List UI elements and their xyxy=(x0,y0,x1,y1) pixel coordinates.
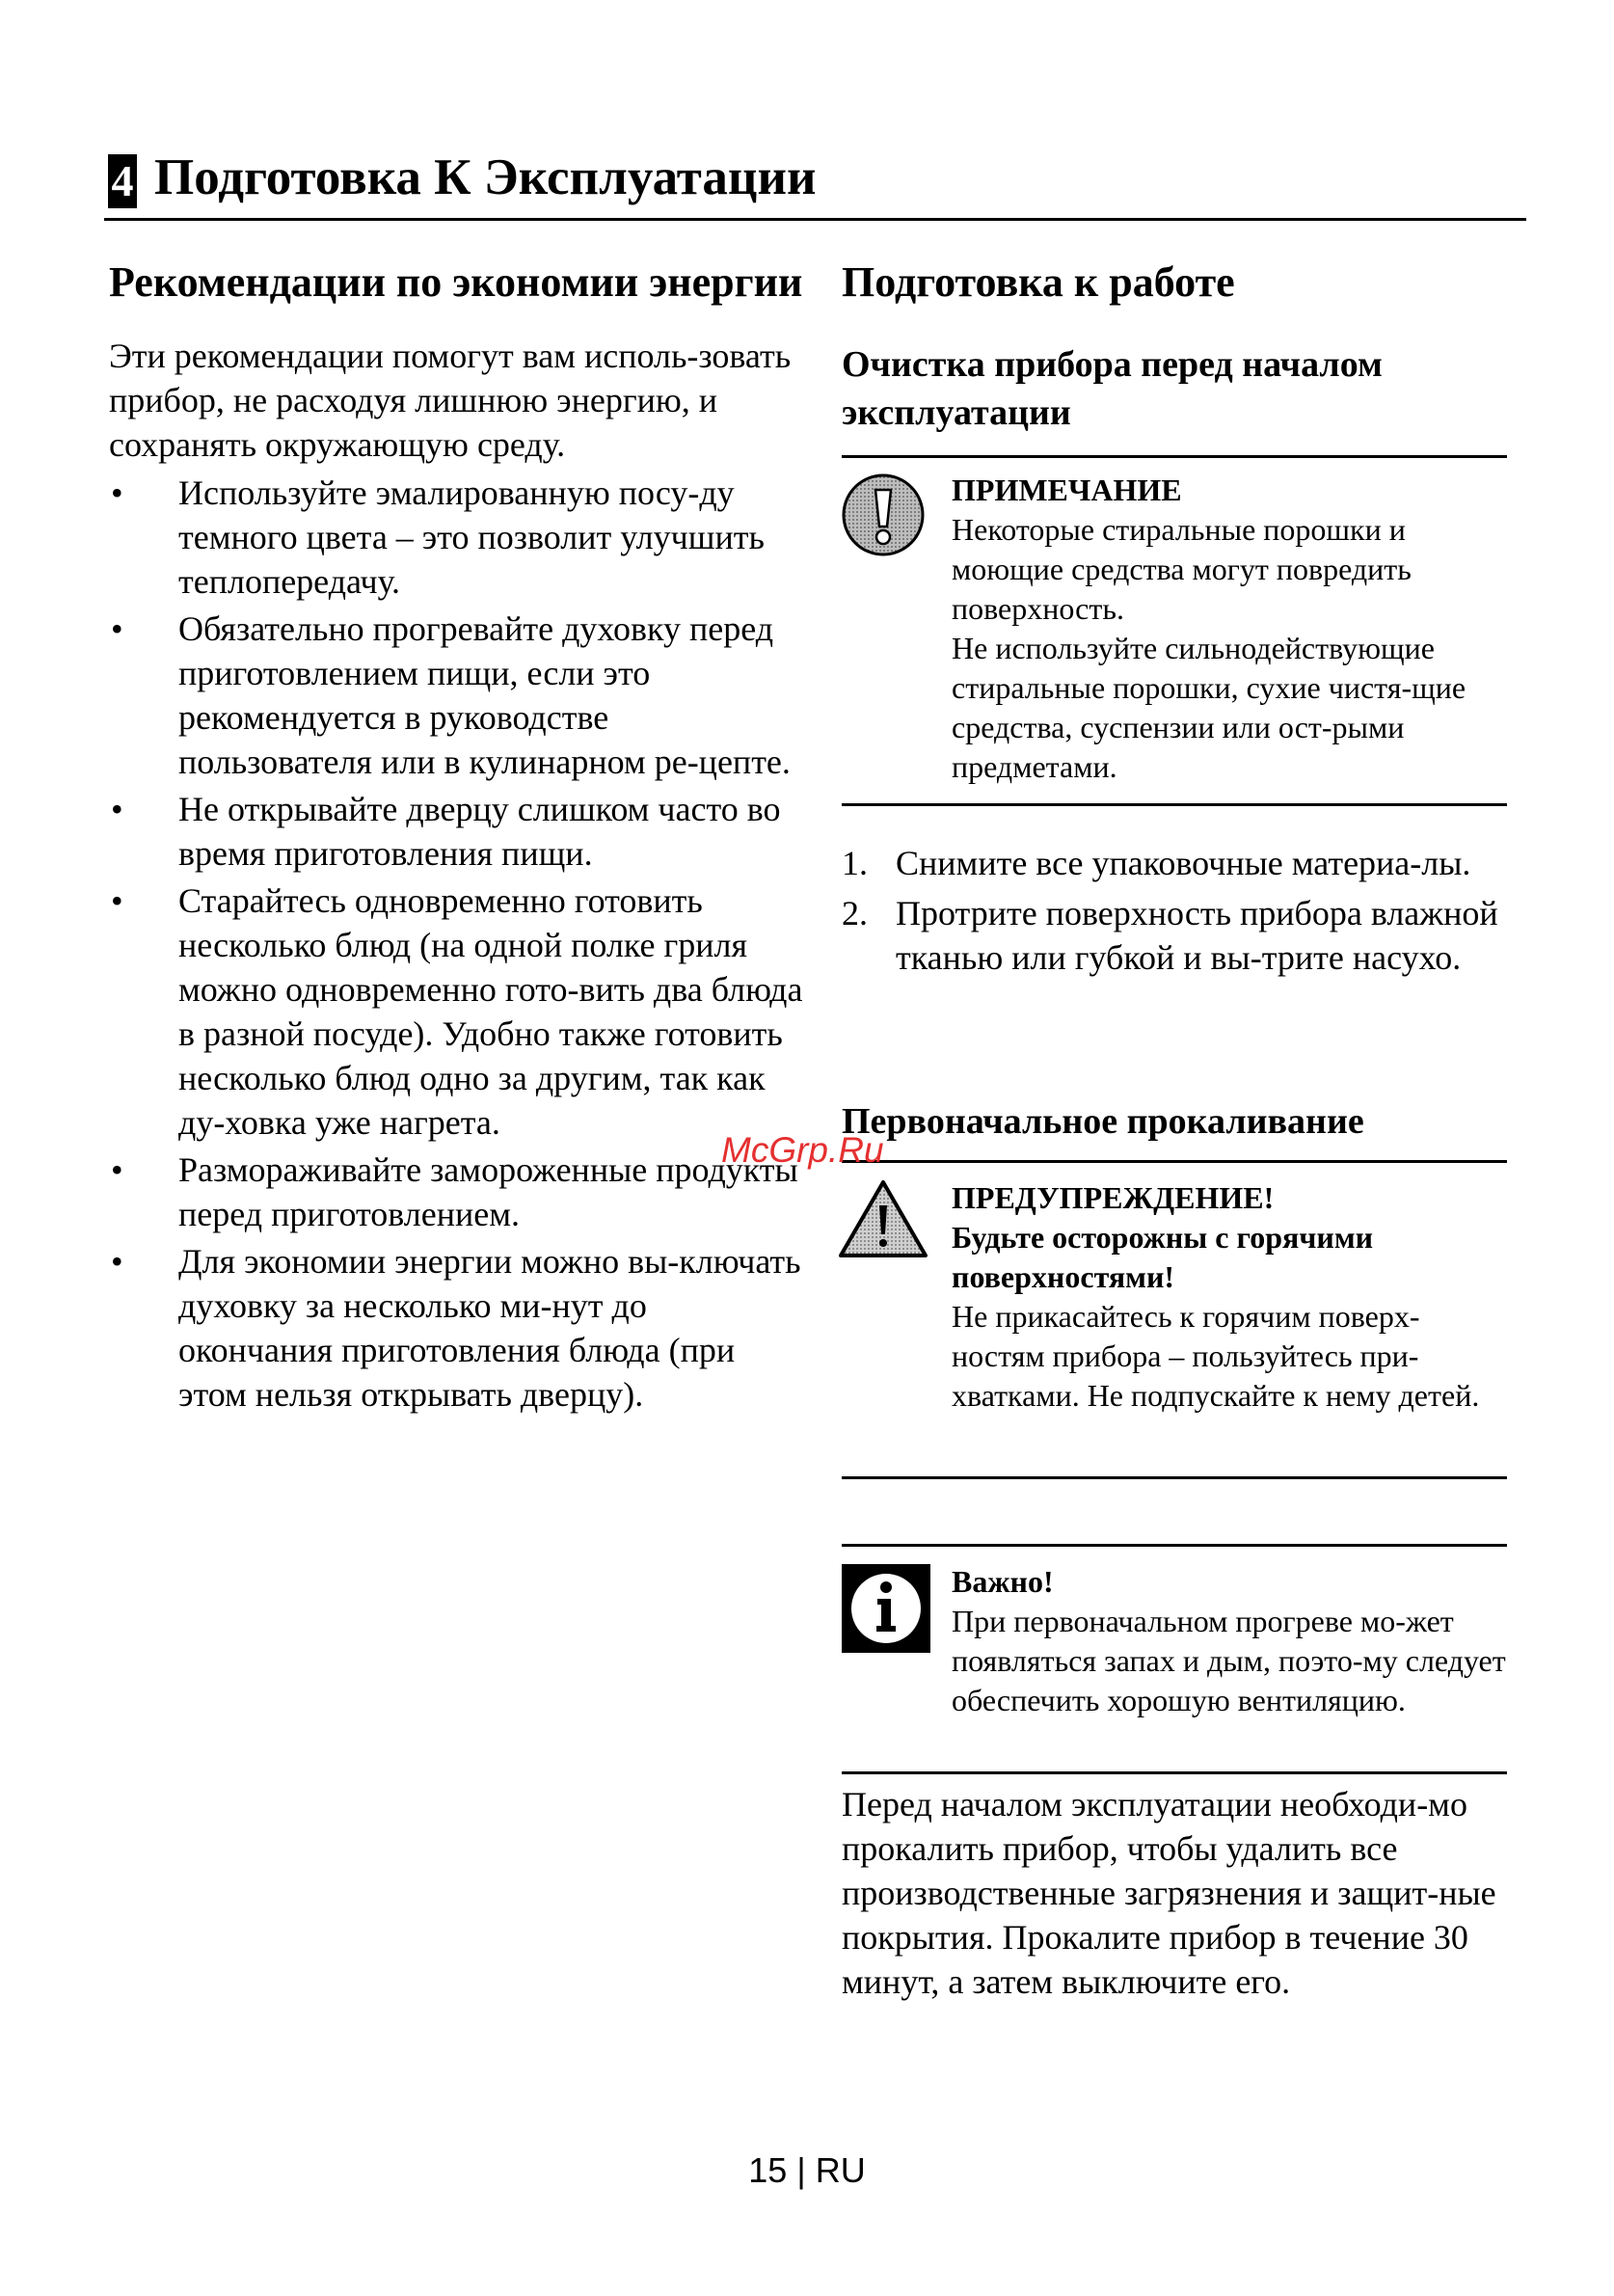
step-text: Протрите поверхность прибора влажной тканью или губкой и вы-трите насухо. xyxy=(896,894,1498,977)
watermark: McGrp.Ru xyxy=(721,1130,884,1170)
bullet-dot: • xyxy=(111,1242,123,1281)
warning-text-block xyxy=(952,1178,1511,1416)
energy-saving-section xyxy=(109,256,803,1419)
energy-saving-intro: Эти рекомендации помогут вам исполь-зовать прибор, не расходуя лишнюю энергию, и сохранять окружающую среду. xyxy=(109,337,792,464)
note-top-rule xyxy=(842,455,1507,458)
note-text-2: Не используйте сильнодействующие стиральные порошки, сухие чистя-щие средства, суспензии или ост-рыми предметами. xyxy=(952,631,1466,784)
important-top-rule xyxy=(842,1544,1507,1547)
warning-text: Не прикасайтесь к горячим поверх-ностям прибора – пользуйтесь при-хватками. Не подпускайте к нему детей. xyxy=(952,1299,1480,1413)
burn-in-paragraph: Перед началом эксплуатации необходи-мо прокалить прибор, чтобы удалить все производственные загрязнения и защит-ные покрытия. Прокалите прибор в течение 30 минут, а затем выключите его. xyxy=(842,1785,1496,2001)
list-item xyxy=(109,607,803,784)
note-bottom-rule xyxy=(842,803,1507,806)
bullet-dot: • xyxy=(111,473,123,512)
burn-in-heading: Первоначальное прокаливание xyxy=(842,1101,1364,1142)
list-item xyxy=(842,891,1507,980)
list-item-text: Для экономии энергии можно вы-ключать духовку за несколько ми-нут до окончания приготовления блюда (при этом нельзя открывать дверцу). xyxy=(178,1242,801,1414)
list-item xyxy=(109,1148,803,1236)
list-item xyxy=(109,787,803,876)
important-bottom-rule xyxy=(842,1771,1507,1774)
note-text-block xyxy=(952,471,1511,787)
energy-tips-list xyxy=(109,471,803,1417)
list-item xyxy=(109,878,803,1145)
chapter-header xyxy=(104,145,1526,221)
list-item-text: Не открывайте дверцу слишком часто во время приготовления пищи. xyxy=(178,790,781,873)
important-text-block xyxy=(952,1562,1511,1720)
important-text: При первоначальном прогреве мо-жет появляться запах и дым, поэто-му следует обеспечить хорошую вентиляцию. xyxy=(952,1604,1506,1717)
warning-subtitle: Будьте осторожны с горячими поверхностями! xyxy=(952,1220,1374,1294)
exclamation-icon xyxy=(841,473,926,562)
warning-title: ПРЕДУПРЕЖДЕНИЕ! xyxy=(952,1180,1275,1215)
warning-triangle-icon xyxy=(837,1178,929,1264)
preparation-heading: Подготовка к работе xyxy=(842,258,1235,306)
bullet-dot: • xyxy=(111,609,123,648)
bullet-dot: • xyxy=(111,790,123,828)
language-code: RU xyxy=(815,2150,866,2190)
list-item-text: Старайтесь одновременно готовить несколько блюд (на одной полке гриля можно одновременно гото-вить два блюда в разной посуде). Удобно также готовить несколько блюд одно за другим, так как ду-ховка уже нагрета. xyxy=(178,881,803,1142)
list-item-text: Размораживайте замороженные продукты перед приготовлением. xyxy=(178,1150,798,1233)
note-title: ПРИМЕЧАНИЕ xyxy=(952,473,1182,507)
note-text-1: Некоторые стиральные порошки и моющие средства могут повредить поверхность. xyxy=(952,512,1412,626)
list-item-text: Используйте эмалированную посу-ду темного цвета – это позволит улучшить теплопередачу. xyxy=(178,473,765,601)
info-icon xyxy=(842,1564,930,1658)
list-item xyxy=(842,841,1507,885)
list-item-text: Обязательно прогревайте духовку перед приготовлением пищи, если это рекомендуется в руководстве пользователя или в кулинарном ре-цепте. xyxy=(178,609,791,781)
footer-separator: | xyxy=(796,2150,806,2190)
bullet-dot: • xyxy=(111,1150,123,1189)
important-title: Важно! xyxy=(952,1564,1054,1599)
cleaning-heading: Очистка прибора перед началом эксплуатации xyxy=(842,344,1383,433)
bullet-dot: • xyxy=(111,881,123,920)
list-item xyxy=(109,471,803,604)
cleaning-steps-list xyxy=(842,841,1507,980)
chapter-title: Подготовка К Эксплуатации xyxy=(154,149,817,205)
step-number: 1. xyxy=(842,844,868,882)
page-number: 15 xyxy=(748,2150,788,2190)
chapter-number: 4 xyxy=(108,154,137,208)
warning-bottom-rule xyxy=(842,1476,1507,1479)
list-item xyxy=(109,1239,803,1417)
page-footer xyxy=(0,2150,1614,2191)
step-text: Снимите все упаковочные материа-лы. xyxy=(896,844,1471,882)
warning-top-rule xyxy=(842,1160,1507,1163)
step-number: 2. xyxy=(842,894,868,932)
energy-saving-heading: Рекомендации по экономии энергии xyxy=(109,258,803,306)
